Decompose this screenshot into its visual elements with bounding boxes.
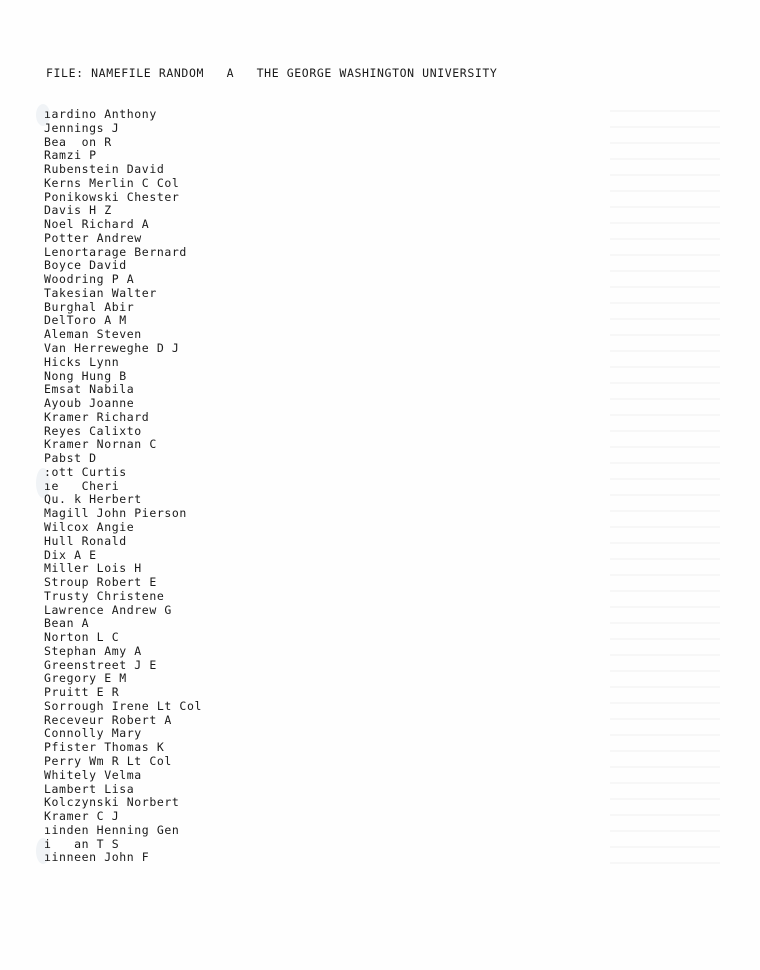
name-entry: Magill John Pierson [44,506,187,521]
name-entry: Dix A E [44,547,97,562]
name-entry: ıinden Henning Gen [44,822,180,837]
name-entry: Davis H Z [44,203,112,218]
name-entry: Burghal Abir [44,299,135,314]
name-entry: Lenortarage Bernard [44,244,187,259]
name-entry: Aleman Steven [44,327,142,342]
name-entry: Reyes Calixto [44,423,142,438]
name-entry: :ott Curtis [44,464,127,479]
name-entry: Connolly Mary [44,726,142,741]
name-entry: Lambert Lisa [44,781,135,796]
name-entry: Miller Lois H [44,561,142,576]
name-entry: Hicks Lynn [44,354,120,369]
name-entry: i an T S [44,836,120,851]
name-entry: ıe Cheri [44,478,120,493]
name-entry: DelToro A M [44,313,127,328]
name-entry: Norton L C [44,630,120,645]
name-entry: Takesian Walter [44,285,157,300]
name-entry: Whitely Velma [44,767,142,782]
name-entry: Jennings J [44,120,120,135]
name-entry: Potter Andrew [44,230,142,245]
name-entry: Kramer Nornan C [44,437,157,452]
name-entry: Bea on R [44,134,112,149]
name-entry: Wilcox Angie [44,519,135,534]
name-entry: Stephan Amy A [44,643,142,658]
name-entry: Pfister Thomas K [44,740,165,755]
name-entry: Pabst D [44,451,97,466]
name-entry: Pruitt E R [44,685,120,700]
name-entry: Lawrence Andrew G [44,602,172,617]
name-entry: Trusty Christene [44,588,165,603]
name-entry: Gregory E M [44,671,127,686]
name-entry: Emsat Nabila [44,382,135,397]
name-entry: Ayoub Joanne [44,396,135,411]
name-entry: Woodring P A [44,272,135,287]
file-header: FILE: NAMEFILE RANDOM A THE GEORGE WASHINGTON UNIVERSITY [46,66,498,80]
name-entry: Greenstreet J E [44,657,157,672]
name-entry: Ramzi P [44,148,97,163]
name-entry: Ponikowski Chester [44,189,180,204]
name-entry: Perry Wm R Lt Col [44,753,172,768]
name-entry: Stroup Robert E [44,575,157,590]
name-entry: Van Herreweghe D J [44,341,180,356]
name-entry: Receveur Robert A [44,712,172,727]
name-entry: ıardino Anthony [44,107,157,121]
name-entry: Kolczynski Norbert [44,795,180,810]
name-entry: Rubenstein David [44,162,165,177]
name-entry: Bean A [44,616,90,631]
name-list [44,108,202,865]
name-entry: Qu. k Herbert [44,492,142,507]
name-entry: Sorrough Irene Lt Col [44,698,202,713]
name-entry: Kerns Merlin C Col [44,175,180,190]
name-entry: Noel Richard A [44,217,150,232]
name-entry: Kramer Richard [44,409,150,424]
name-entry: Nong Hung B [44,368,127,383]
faded-bleedthrough-column [610,110,720,870]
name-entry: ıinneen John F [44,850,150,865]
name-entry: Kramer C J [44,809,120,824]
name-entry: Hull Ronald [44,533,127,548]
name-entry: Boyce David [44,258,127,273]
